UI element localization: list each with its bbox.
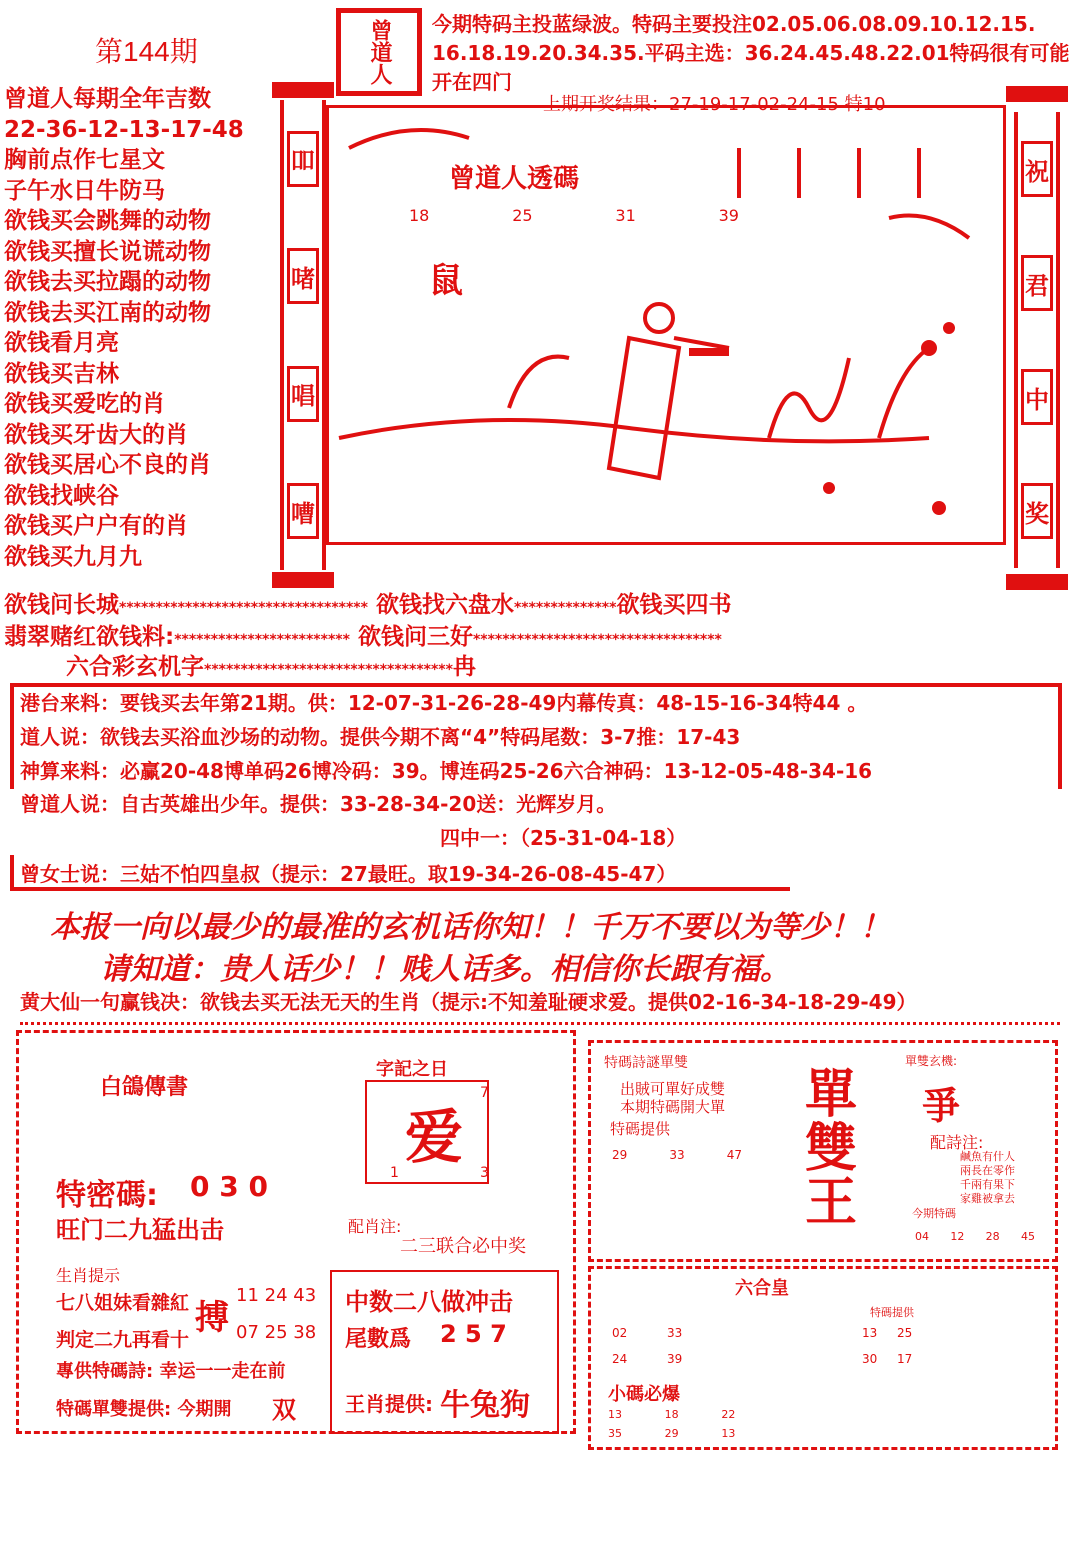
panel3-sub: 特碼提供 bbox=[870, 1306, 914, 1319]
left-line: 欲钱买吉林 bbox=[4, 360, 119, 387]
panel3-nums-right bbox=[862, 1326, 932, 1366]
panel2-number: 12 bbox=[950, 1230, 965, 1243]
panel3-number: 24 bbox=[612, 1352, 628, 1366]
sage-drawing bbox=[329, 108, 1003, 542]
riddle-text: 六合彩玄机字 bbox=[66, 654, 204, 680]
scroll-char: 吅 bbox=[287, 131, 319, 187]
scroll-char: 啫 bbox=[287, 248, 319, 304]
star-filler: ************** bbox=[513, 600, 617, 616]
panel-title: 白鴿傳書 bbox=[100, 1074, 189, 1100]
odd-even-row: 特碼單雙提供: 今期開 bbox=[56, 1399, 232, 1420]
panel3-number: 22 bbox=[721, 1408, 736, 1421]
slogan-line: 请知道：贵人话少！！贱人话多。相信你长跟有福。 bbox=[100, 952, 790, 987]
panel1-number: 29 bbox=[612, 1148, 628, 1162]
left-riddle-column bbox=[4, 84, 276, 572]
panel3-bottom-numbers bbox=[608, 1408, 778, 1440]
star-filler: ************************ bbox=[174, 632, 350, 648]
wong-tai-sin-line: 黄大仙一句赢钱决：欲钱去买无法无天的生肖（提示:不知羞耻硬求爱。提供02-16-34-18-29-49） bbox=[20, 990, 917, 1014]
left-line: 欲钱去买江南的动物 bbox=[4, 299, 211, 326]
wangmen-line: 旺门二九猛出击 bbox=[56, 1216, 224, 1244]
riddle-text: 翡翠赌红欲钱料: bbox=[4, 624, 175, 650]
panel3-nums-left bbox=[612, 1326, 722, 1366]
left-line: 欲钱买户户有的肖 bbox=[4, 513, 188, 539]
panel2-numbers bbox=[915, 1230, 1035, 1243]
left-line: 22-36-12-13-17-48 bbox=[4, 116, 244, 143]
info-line: 曾女士说：三姑不怕四皇叔（提示：27最旺。取19-34-26-08-45-47） bbox=[20, 862, 677, 886]
lianhe-line: 二三联合必中奖 bbox=[400, 1236, 526, 1257]
seal-text: 曾道人 bbox=[367, 19, 392, 85]
panel1-sub: 特碼提供 bbox=[610, 1120, 671, 1138]
panel3-number: 18 bbox=[664, 1408, 679, 1421]
star-filler: ********************************** bbox=[119, 600, 368, 616]
left-scroll bbox=[280, 100, 326, 570]
panel1-line: 出賊可單好成雙 bbox=[620, 1080, 726, 1098]
slogan-line: 本报一向以最少的最准的玄机话你知！！千万不要以为等少！！ bbox=[50, 910, 890, 945]
left-line: 欲钱买会跳舞的动物 bbox=[4, 208, 211, 234]
zhongshu-line: 中数二八做冲击 bbox=[345, 1288, 513, 1316]
panel2-number: 28 bbox=[985, 1230, 1000, 1243]
top-note-line: 16.18.19.20.34.35.平码主选：36.24.45.48.22.01特码很有可能 bbox=[432, 41, 1070, 65]
scroll-char: 奖 bbox=[1021, 483, 1053, 539]
panel3-number: 13 bbox=[608, 1408, 622, 1421]
right-scroll bbox=[1014, 112, 1060, 568]
riddle-line-2 bbox=[4, 618, 722, 651]
bo-char: 搏 bbox=[195, 1298, 229, 1338]
panel3-number: 17 bbox=[897, 1352, 913, 1366]
panel3-number: 13 bbox=[721, 1427, 736, 1440]
wangxiao-value: 牛兔狗 bbox=[440, 1388, 530, 1423]
panel3-number: 25 bbox=[897, 1326, 913, 1340]
panel1-number: 47 bbox=[726, 1148, 742, 1162]
riddle-text: 欲钱问三好 bbox=[357, 624, 473, 650]
left-line: 欲钱买牙齿大的肖 bbox=[4, 421, 188, 448]
center-heading: 字記之日 bbox=[376, 1059, 448, 1080]
scroll-char: 祝 bbox=[1021, 141, 1053, 197]
panel1-title: 特碼詩謎單雙 bbox=[604, 1055, 688, 1071]
number-row: 11 24 43 bbox=[236, 1285, 317, 1306]
panel3-number: 35 bbox=[608, 1427, 622, 1440]
poem-line: 家雞被拿去 bbox=[960, 1192, 1015, 1205]
star-filler: ********************************** bbox=[204, 662, 453, 678]
scroll-char: 唱 bbox=[287, 366, 319, 422]
weishu-value: 2 5 7 bbox=[440, 1320, 507, 1348]
picture-number: 39 bbox=[718, 206, 739, 225]
panel2-big-char: 爭 bbox=[922, 1084, 961, 1128]
left-line: 胸前点作七星文 bbox=[4, 147, 165, 173]
riddle-text: 欲钱问长城 bbox=[4, 592, 119, 618]
top-note bbox=[432, 10, 1072, 97]
panel3-number: 33 bbox=[667, 1326, 683, 1340]
panel1-number: 33 bbox=[669, 1148, 685, 1162]
panel3-number: 29 bbox=[664, 1427, 679, 1440]
picture-number: 18 bbox=[409, 206, 430, 225]
panel1-numbers bbox=[612, 1148, 742, 1162]
left-line: 欲钱买九月九 bbox=[4, 543, 142, 570]
star-filler: ********************************** bbox=[472, 632, 722, 648]
top-note-line: 今期特码主投蓝绿波。特码主要投注02.05.06.08.09.10.12.15. bbox=[432, 12, 1036, 36]
panel2-poem bbox=[960, 1150, 1015, 1206]
love-char: 爱 bbox=[405, 1103, 464, 1171]
scroll-rod bbox=[1006, 574, 1068, 590]
te-mi-ma-value: 0 3 0 bbox=[190, 1170, 268, 1203]
king-char: 王 bbox=[805, 1173, 858, 1233]
left-line: 欲钱买爱吃的肖 bbox=[4, 391, 165, 417]
panel2-number: 04 bbox=[915, 1230, 929, 1243]
panel3-number: 13 bbox=[862, 1326, 878, 1340]
picture-number: 31 bbox=[615, 206, 636, 225]
left-line: 曾道人每期全年吉数 bbox=[4, 86, 211, 112]
poem-line: 鹹魚有什人 bbox=[960, 1150, 1015, 1163]
picture-title: 曾道人透碼 bbox=[449, 164, 580, 194]
scroll-rod bbox=[272, 82, 334, 98]
shengxiao-tips: 生肖提示 bbox=[56, 1266, 121, 1285]
sage-illustration bbox=[326, 105, 1006, 545]
wangxiao-label: 王肖提供: bbox=[345, 1392, 433, 1416]
left-line: 欲钱找峡谷 bbox=[4, 482, 119, 509]
corner-number: 1 bbox=[390, 1165, 399, 1181]
left-line: 欲钱看月亮 bbox=[4, 330, 119, 356]
te-mi-ma-label: 特密碼: bbox=[56, 1178, 158, 1213]
scroll-rod bbox=[1006, 86, 1068, 102]
panel2-title: 單雙玄機: bbox=[905, 1054, 958, 1068]
left-line: 欲钱买居心不良的肖 bbox=[4, 452, 211, 478]
special-poem-row: 專供特碼詩: 幸运一一走在前 bbox=[56, 1361, 286, 1382]
scroll-char: 中 bbox=[1021, 369, 1053, 425]
info-line: 神算来料：必赢20-48博单码26博冷码：39。博连码25-26六合神码：13-12-05-48-34-16 bbox=[20, 759, 873, 783]
picture-number: 25 bbox=[512, 206, 533, 225]
info-line: 道人说：欲钱去买浴血沙场的动物。提供今期不离“4”特码尾数：3-7推：17-43 bbox=[20, 725, 741, 749]
left-line: 子午水日牛防马 bbox=[4, 177, 165, 204]
corner-number: 3 bbox=[480, 1165, 489, 1181]
riddle-text: 欲钱找六盘水 bbox=[375, 592, 514, 618]
panel3-title: 六合皇 bbox=[735, 1278, 789, 1299]
panel3-number: 30 bbox=[862, 1352, 878, 1366]
panel3-number: 02 bbox=[612, 1326, 628, 1340]
info-line: 曾道人说：自古英雄出少年。提供：33-28-34-20送：光辉岁月。 bbox=[20, 792, 617, 816]
number-row: 07 25 38 bbox=[236, 1322, 317, 1343]
left-line: 欲钱去买拉蹋的动物 bbox=[4, 269, 211, 295]
panel3-number: 39 bbox=[667, 1352, 683, 1366]
zeng-daoren-seal bbox=[336, 8, 422, 96]
riddle-text: 欲钱买四书 bbox=[616, 592, 732, 618]
panel1-line: 本期特碼開大單 bbox=[620, 1098, 726, 1116]
info-line: 港台来料：要钱买去年第21期。供：12-07-31-26-28-49内幕传真：48-15-16-34特44 。 bbox=[20, 691, 868, 715]
panel2-note: 今期特碼 bbox=[912, 1207, 956, 1220]
weishu-label: 尾數爲 bbox=[345, 1327, 412, 1352]
info-line: 四中一：（25-31-04-18） bbox=[440, 826, 687, 850]
shuang-char: 双 bbox=[272, 1396, 296, 1424]
king-char: 單 bbox=[805, 1065, 858, 1125]
panel2-label: 配詩注: bbox=[930, 1133, 984, 1152]
king-char: 雙 bbox=[805, 1119, 858, 1179]
top-note-line: 开在四门 bbox=[432, 70, 512, 94]
scroll-char: 嘈 bbox=[287, 483, 319, 539]
poem-line: 千兩有果下 bbox=[960, 1178, 1015, 1191]
panel2-number: 45 bbox=[1020, 1230, 1035, 1243]
riddle-line-1 bbox=[4, 586, 731, 619]
riddle-text: 冉 bbox=[452, 654, 476, 680]
left-line: 欲钱买擅长说谎动物 bbox=[4, 238, 211, 265]
previous-result: 上期开奖结果：27-19-17-02-24-15 特10 bbox=[543, 94, 886, 115]
riddle-line-3 bbox=[66, 648, 476, 681]
pei-label: 配肖注: bbox=[348, 1217, 402, 1236]
poem-row: 七八姐妹看雜紅 bbox=[56, 1292, 190, 1314]
poem-row: 判定二九再看十 bbox=[56, 1329, 190, 1351]
rat-mark: 鼠 bbox=[429, 261, 463, 301]
scroll-char: 君 bbox=[1021, 255, 1053, 311]
poem-line: 兩長在零作 bbox=[960, 1164, 1015, 1177]
xiaoma-label: 小碼必爆 bbox=[608, 1384, 680, 1405]
issue-number: 第144期 bbox=[95, 36, 198, 67]
corner-number: 7 bbox=[480, 1085, 489, 1101]
